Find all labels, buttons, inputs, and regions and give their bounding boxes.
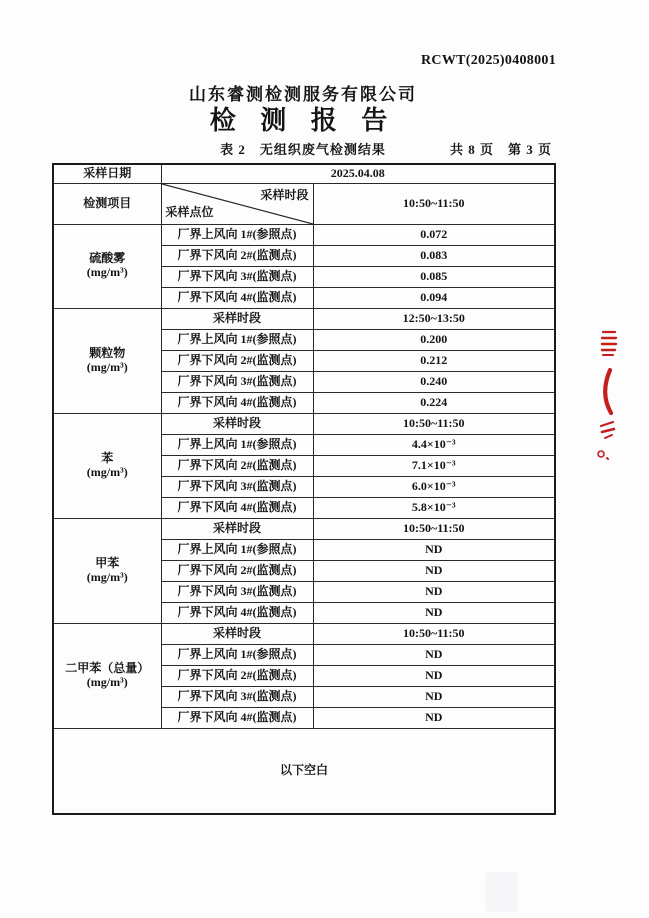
below-blank-note: 以下空白 [53, 728, 555, 814]
time-row-value: 10:50~11:50 [313, 623, 555, 644]
value-cell: ND [313, 644, 555, 665]
table-caption: 表 2 无组织废气检测结果 [220, 142, 386, 157]
table-row [53, 224, 555, 245]
parameter-name: 颗粒物 [89, 345, 126, 360]
parameter-name: 苯 [101, 450, 114, 465]
location-axis-label: 采样点位 [165, 204, 214, 219]
location-cell: 厂界下风向 3#(监测点) [161, 371, 313, 392]
location-cell: 厂界上风向 1#(参照点) [161, 434, 313, 455]
location-cell: 厂界下风向 2#(监测点) [161, 560, 313, 581]
time-row-label: 采样时段 [161, 623, 313, 644]
table-caption-row [52, 139, 554, 158]
results-table [52, 163, 556, 815]
table-row [53, 518, 555, 539]
parameter-cell [53, 623, 161, 728]
value-cell: 0.240 [313, 371, 555, 392]
location-cell: 厂界上风向 1#(参照点) [161, 539, 313, 560]
red-seal-fragment-icon [593, 326, 627, 468]
parameter-unit: (mg/m³) [86, 674, 128, 689]
value-cell: 0.212 [313, 350, 555, 371]
location-cell: 厂界上风向 1#(参照点) [161, 329, 313, 350]
value-cell: 0.083 [313, 245, 555, 266]
value-cell: 0.085 [313, 266, 555, 287]
value-cell: ND [313, 707, 555, 728]
location-cell: 厂界下风向 2#(监测点) [161, 245, 313, 266]
parameter-name: 二甲苯（总量） [65, 660, 150, 675]
parameter-cell [53, 308, 161, 413]
sampling-date-value: 2025.04.08 [161, 164, 555, 183]
parameter-cell [53, 224, 161, 308]
header-row [53, 183, 555, 224]
location-cell: 厂界下风向 4#(监测点) [161, 287, 313, 308]
parameter-cell [53, 413, 161, 518]
parameter-unit: (mg/m³) [86, 265, 128, 279]
value-cell: ND [313, 602, 555, 623]
value-cell: 0.094 [313, 287, 555, 308]
parameter-unit: (mg/m³) [86, 464, 128, 479]
value-cell: ND [313, 665, 555, 686]
report-title: 检 测 报 告 [209, 106, 397, 135]
location-cell: 厂界下风向 3#(监测点) [161, 266, 313, 287]
value-cell: ND [313, 686, 555, 707]
location-cell: 厂界上风向 1#(参照点) [161, 644, 313, 665]
value-cell: 0.072 [313, 224, 555, 245]
value-cell: 7.1×10⁻³ [313, 455, 555, 476]
table-row [53, 308, 555, 329]
time-axis-label: 采样时段 [260, 187, 309, 202]
parameter-name: 硫酸雾 [89, 251, 126, 266]
value-cell: 0.224 [313, 392, 555, 413]
location-cell: 厂界下风向 4#(监测点) [161, 392, 313, 413]
diagonal-header-cell [161, 183, 313, 224]
location-cell: 厂界下风向 4#(监测点) [161, 497, 313, 518]
sampling-date-label: 采样日期 [53, 164, 161, 183]
blank-row [53, 728, 555, 814]
location-cell: 厂界下风向 2#(监测点) [161, 455, 313, 476]
time-row-value: 10:50~11:50 [313, 413, 555, 434]
location-cell: 厂界下风向 4#(监测点) [161, 707, 313, 728]
value-cell: 6.0×10⁻³ [313, 476, 555, 497]
faint-stamp-smudge [485, 872, 518, 912]
table-row [53, 623, 555, 644]
parameter-name: 甲苯 [95, 555, 120, 570]
location-cell: 厂界下风向 2#(监测点) [161, 350, 313, 371]
value-cell: ND [313, 560, 555, 581]
location-cell: 厂界下风向 3#(监测点) [161, 686, 313, 707]
parameter-unit: (mg/m³) [86, 359, 128, 374]
time-row-value: 10:50~11:50 [313, 518, 555, 539]
value-cell: 4.4×10⁻³ [313, 434, 555, 455]
parameter-cell [53, 518, 161, 623]
page-indicator: 共 8 页 第 3 页 [449, 142, 552, 157]
company-name: 山东睿测检测服务有限公司 [189, 85, 417, 104]
value-cell: ND [313, 581, 555, 602]
time-row-label: 采样时段 [161, 308, 313, 329]
value-cell: 5.8×10⁻³ [313, 497, 555, 518]
time-row-label: 采样时段 [161, 413, 313, 434]
value-cell: ND [313, 539, 555, 560]
header-time-value: 10:50~11:50 [313, 183, 555, 224]
location-cell: 厂界下风向 3#(监测点) [161, 581, 313, 602]
item-label-cell: 检测项目 [53, 183, 161, 224]
location-cell: 厂界下风向 2#(监测点) [161, 665, 313, 686]
time-row-label: 采样时段 [161, 518, 313, 539]
location-cell: 厂界下风向 4#(监测点) [161, 602, 313, 623]
location-cell: 厂界上风向 1#(参照点) [161, 224, 313, 245]
time-row-value: 12:50~13:50 [313, 308, 555, 329]
report-number: RCWT(2025)0408001 [421, 53, 556, 68]
parameter-unit: (mg/m³) [86, 569, 128, 584]
table-row [53, 413, 555, 434]
value-cell: 0.200 [313, 329, 555, 350]
sampling-date-row [53, 164, 555, 183]
location-cell: 厂界下风向 3#(监测点) [161, 476, 313, 497]
